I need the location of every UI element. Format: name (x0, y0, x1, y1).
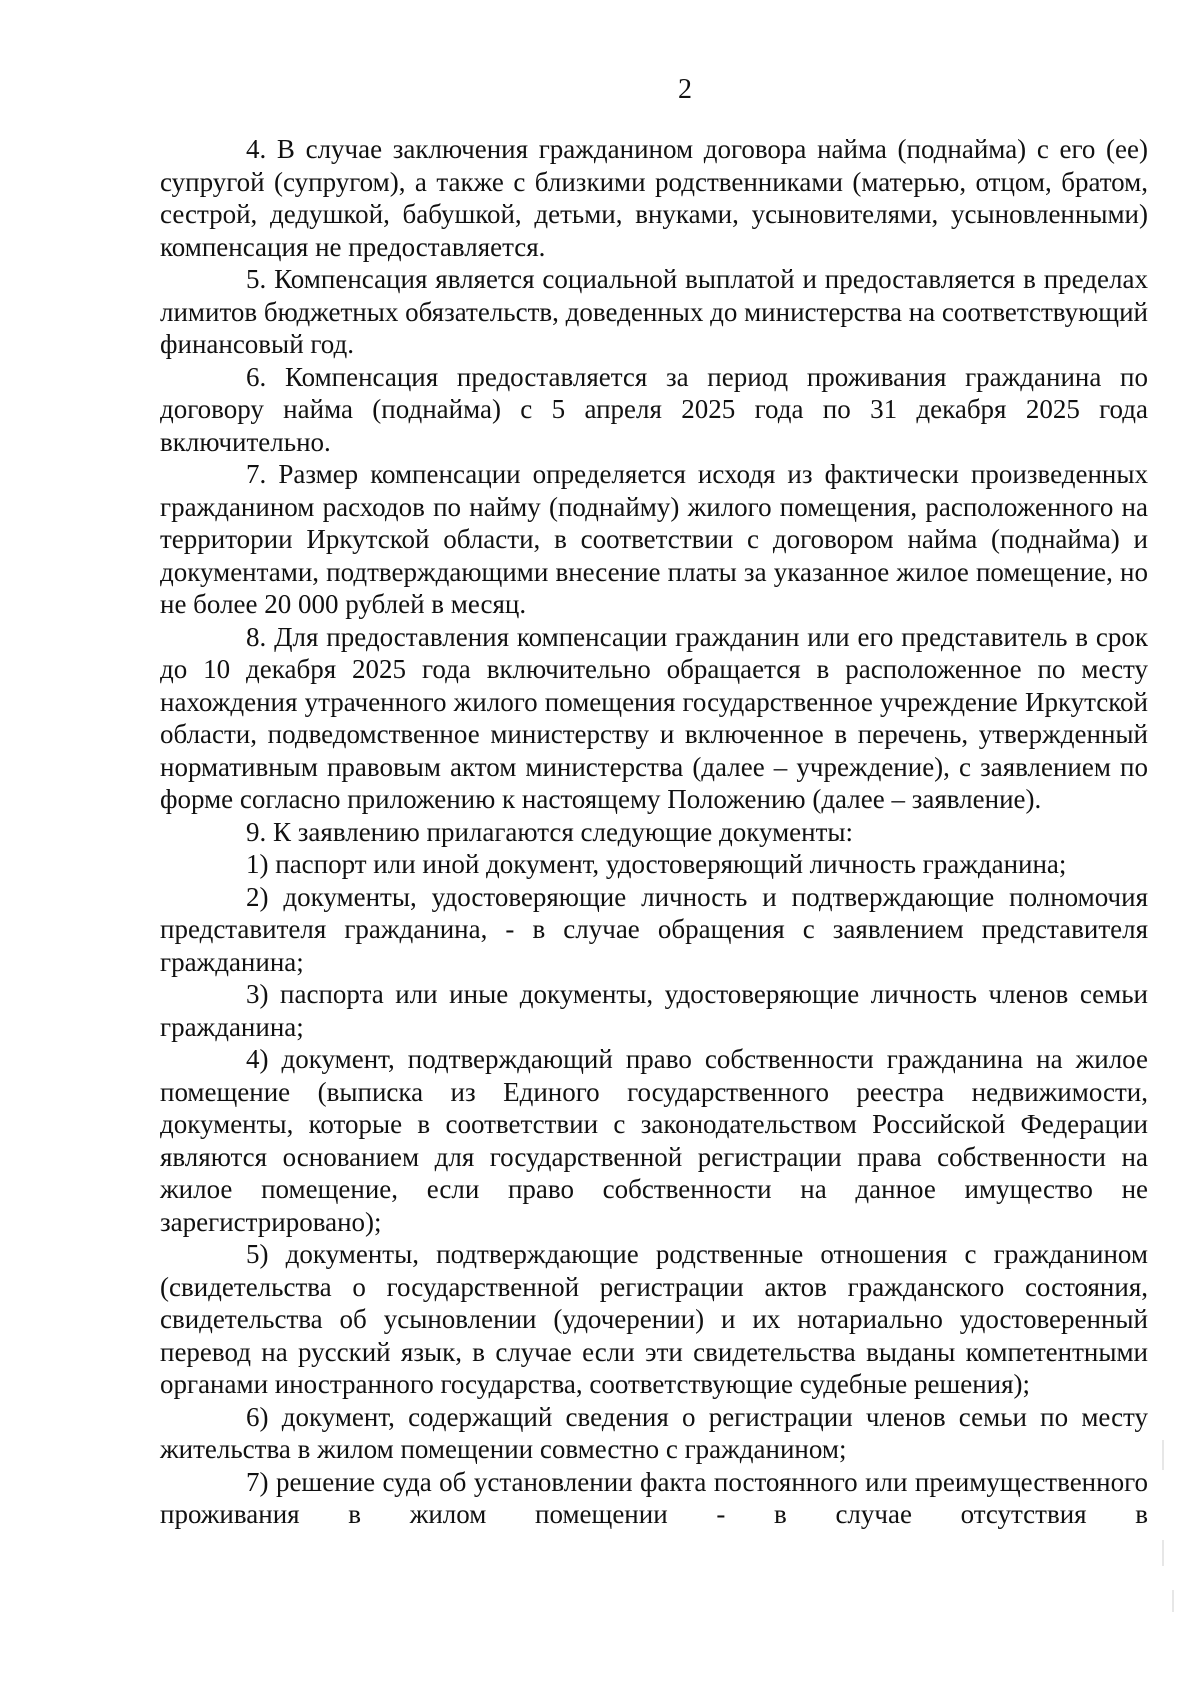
paragraph-item-9: 9. К заявлению прилагаются следующие документы: (246, 816, 854, 847)
list-item-6: 6) документ, содержащий сведения о регистрации членов семьи по месту жительства в жилом помещении совместно с гражданином; (160, 1401, 1148, 1464)
list-item-7: 7) решение суда об установлении факта постоянного или преимущественного проживания в жилом помещении - в случае отсутствия в (160, 1466, 1148, 1529)
paragraph-item-7: 7. Размер компенсации определяется исходя из фактически произведенных гражданином расходов по найму (поднайму) жилого помещения, расположенного на территории Иркутской области, в соответствии с договором найма (поднайма) и документами, подтверждающими внесение платы за указанное жилое помещение, но не более 20 000 рублей в месяц. (160, 459, 1148, 619)
list-item-3: 3) паспорта или иные документы, удостоверяющие личность членов семьи гражданина; (160, 979, 1148, 1042)
page-number: 2 (678, 74, 692, 105)
list-item-2: 2) документы, удостоверяющие личность и подтверждающие полномочия представителя гражданина, - в случае обращения с заявлением представителя гражданина; (160, 881, 1148, 977)
scan-artifact (1172, 1590, 1174, 1612)
scan-artifact (1162, 1540, 1164, 1566)
list-item-4: 4) документ, подтверждающий право собственности гражданина на жилое помещение (выписка из Единого государственного реестра недвижимости, документы, которые в соответствии с законодательством Российской Федерации являются основанием для государственной регистрации права собственности на жилое помещение, если право собственности на данное имущество не зарегистрировано); (160, 1044, 1148, 1237)
page-number-container (0, 74, 1200, 106)
paragraph-item-5: 5. Компенсация является социальной выплатой и предоставляется в пределах лимитов бюджетных обязательств, доведенных до министерства на соответствующий финансовый год. (160, 264, 1148, 359)
list-item-1: 1) паспорт или иной документ, удостоверяющий личность гражданина; (246, 849, 1067, 879)
paragraph-item-6: 6. Компенсация предоставляется за период проживания гражданина по договору найма (поднайма) с 5 апреля 2025 года по 31 декабря 2025 года включительно. (160, 361, 1148, 457)
list-item-5: 5) документы, подтверждающие родственные отношения с гражданином (свидетельства о государственной регистрации актов гражданского состояния, свидетельства об усыновлении (удочерении) и их нотариально удостоверенный перевод на русский язык, в случае если эти свидетельства выданы компетентными органами иностранного государства, соответствующие судебные решения); (160, 1239, 1148, 1399)
document-body (160, 133, 1148, 1531)
scan-artifact (1162, 1440, 1164, 1470)
paragraph-item-8: 8. Для предоставления компенсации гражданин или его представитель в срок до 10 декабря 2025 года включительно обращается в расположенное по месту нахождения утраченного жилого помещения государственное учреждение Иркутской области, подведомственное министерству и включенное в перечень, утвержденный нормативным правовым актом министерства (далее – учреждение), с заявлением по форме согласно приложению к настоящему Положению (далее – заявление). (160, 621, 1148, 814)
paragraph-item-4: 4. В случае заключения гражданином договора найма (поднайма) с его (ее) супругой (супругом), а также с близкими родственниками (матерью, отцом, братом, сестрой, дедушкой, бабушкой, детьми, внуками, усыновителями, усыновленными) компенсация не предоставляется. (160, 134, 1148, 262)
